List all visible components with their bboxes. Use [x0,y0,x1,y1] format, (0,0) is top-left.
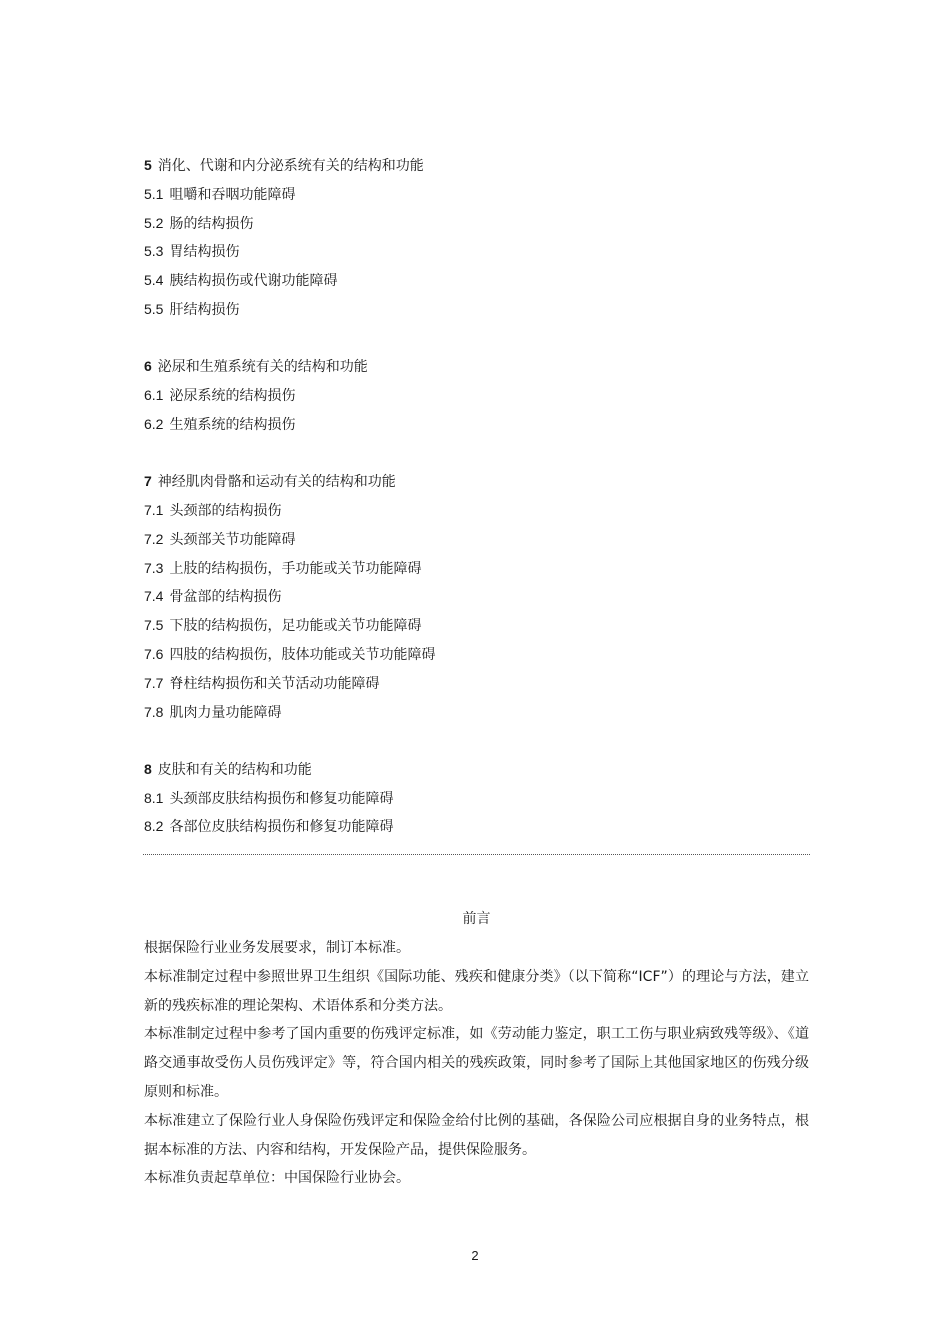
toc-item [144,698,814,727]
toc-text: 胰结构损伤或代谢功能障碍 [169,273,338,290]
toc-number: 5.5 [144,300,164,317]
toc-text: 生殖系统的结构损伤 [169,416,296,433]
table-of-contents [144,151,814,870]
toc-item [144,381,814,410]
toc-text: 咀嚼和吞咽功能障碍 [169,186,296,203]
toc-number: 5 [144,157,152,173]
toc-item [144,812,814,841]
toc-text: 泌尿系统的结构损伤 [169,388,296,405]
toc-item [144,410,814,439]
toc-section-5 [144,151,814,324]
toc-section-7 [144,467,814,726]
toc-number: 6.1 [144,387,164,404]
toc-item [144,496,814,525]
toc-number: 5.1 [144,185,164,202]
toc-text: 脊柱结构损伤和关节活动功能障碍 [169,675,380,692]
toc-number: 5.4 [144,272,164,289]
toc-number: 7.4 [144,588,164,605]
toc-item [144,582,814,611]
toc-item [144,525,814,554]
toc-number: 8.2 [144,818,164,835]
toc-number: 7.2 [144,530,164,547]
foreword-section [144,904,809,1193]
toc-text: 骨盆部的结构损伤 [169,589,282,606]
toc-text: 上肢的结构损伤，手功能或关节功能障碍 [169,560,422,577]
toc-heading [144,755,814,784]
toc-text: 头颈部关节功能障碍 [169,531,296,548]
foreword-paragraph: 本标准制定过程中参考了国内重要的伤残评定标准，如《劳动能力鉴定，职工工伤与职业病致残等级》、《道路交通事故受伤人员伤残评定》等，符合国内相关的残疾政策，同时参考了国际上其他国家地区的伤残分级原则和标准。 [144,1026,809,1100]
toc-number: 6 [144,358,152,375]
toc-number: 8.1 [144,789,164,806]
section-divider [143,854,810,855]
toc-text: 消化、代谢和内分泌系统有关的结构和功能 [157,158,424,174]
toc-text: 头颈部皮肤结构损伤和修复功能障碍 [169,790,394,807]
toc-text: 肠的结构损伤 [169,215,254,232]
toc-section-8 [144,755,814,841]
toc-heading [144,352,814,381]
toc-item [144,784,814,813]
foreword-paragraph: 本标准建立了保险行业人身保险伤残评定和保险金给付比例的基础，各保险公司应根据自身的业务特点，根据本标准的方法、内容和结构，开发保险产品，提供保险服务。 [144,1112,809,1158]
toc-heading [144,151,814,180]
toc-number: 7.1 [144,501,164,518]
toc-number: 7.3 [144,559,164,576]
page-number: 2 [471,1248,479,1263]
toc-text: 肌肉力量功能障碍 [169,704,282,721]
toc-number: 7.5 [144,617,164,634]
toc-text: 下肢的结构损伤，足功能或关节功能障碍 [169,618,422,635]
toc-item [144,554,814,583]
toc-text: 四肢的结构损伤，肢体功能或关节功能障碍 [169,646,436,663]
toc-section-6 [144,352,814,438]
toc-number: 7.7 [144,674,164,691]
toc-text: 皮肤和有关的结构和功能 [157,761,312,778]
toc-item [144,266,814,295]
toc-item [144,237,814,266]
toc-text: 头颈部的结构损伤 [169,502,282,519]
toc-number: 7.8 [144,703,164,720]
toc-number: 8 [144,760,152,777]
toc-text: 各部位皮肤结构损伤和修复功能障碍 [169,819,394,836]
toc-text: 泌尿和生殖系统有关的结构和功能 [157,359,368,376]
toc-item [144,295,814,324]
toc-text: 胃结构损伤 [169,244,240,261]
toc-number: 5.3 [144,243,164,260]
toc-number: 7.6 [144,645,164,662]
toc-number: 6.2 [144,415,164,432]
toc-number: 7 [144,473,152,490]
toc-item [144,611,814,640]
toc-item [144,669,814,698]
toc-text: 神经肌肉骨骼和运动有关的结构和功能 [157,474,396,491]
toc-text: 肝结构损伤 [169,301,240,318]
toc-number: 5.2 [144,214,164,231]
foreword-paragraph: 根据保险行业业务发展要求，制订本标准。 [144,940,410,956]
toc-item [144,180,814,209]
foreword-paragraph: 本标准制定过程中参照世界卫生组织《国际功能、残疾和健康分类》（以下简称“ICF”）的理论与方法，建立新的残疾标准的理论架构、术语体系和分类方法。 [144,968,809,1014]
toc-heading [144,467,814,496]
toc-item [144,209,814,238]
toc-item [144,640,814,669]
foreword-paragraph: 本标准负责起草单位：中国保险行业协会。 [144,1170,410,1187]
foreword-title: 前言 [462,911,491,927]
